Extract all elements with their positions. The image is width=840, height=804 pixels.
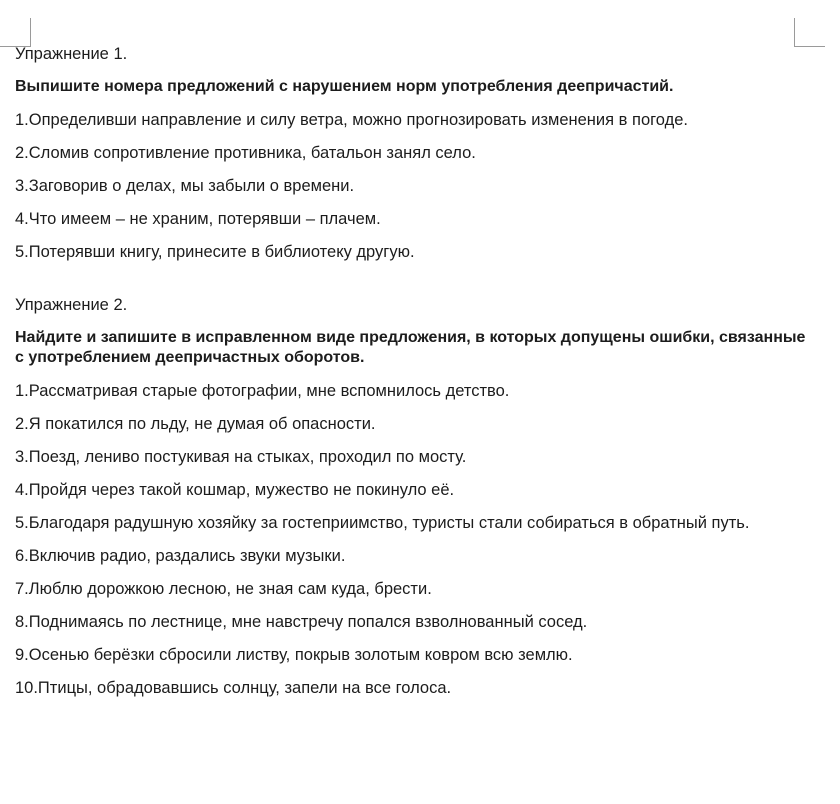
sentence-item: 7.Люблю дорожкою лесною, не зная сам куда, брести.: [15, 580, 432, 598]
sentence-item: 3.Поезд, лениво постукивая на стыках, проходил по мосту.: [15, 448, 467, 466]
sentence-item: 4.Пройдя через такой кошмар, мужество не покинуло её.: [15, 481, 455, 499]
exercise-instruction: Выпишите номера предложений с нарушением норм употребления деепричастий.: [15, 78, 674, 95]
sentence-item: 8.Поднимаясь по лестнице, мне навстречу попался взволнованный сосед.: [15, 613, 588, 631]
sentence-item: 4.Что имеем – не храним, потерявши – плачем.: [15, 210, 381, 228]
page-corner-mark-right: [794, 18, 825, 47]
exercise-title: Упражнение 2.: [15, 296, 128, 314]
sentence-item: 2.Сломив сопротивление противника, батальон занял село.: [15, 144, 476, 162]
sentence-item: 1.Рассматривая старые фотографии, мне вспомнилось детство.: [15, 382, 510, 400]
sentence-list: [15, 110, 815, 262]
exercise-title: Упражнение 1.: [15, 45, 128, 63]
exercise-instruction: Найдите и запишите в исправленном виде предложения, в которых допущены ошибки, связанные с употреблением деепричастных оборотов.: [15, 329, 806, 366]
sentence-item: 1.Определивши направление и силу ветра, можно прогнозировать изменения в погоде.: [15, 111, 688, 129]
sentence-item: 9.Осенью берёзки сбросили листву, покрыв золотым ковром всю землю.: [15, 646, 573, 664]
exercise-2: [15, 295, 815, 698]
document-body: [15, 44, 815, 698]
sentence-item: 5.Потерявши книгу, принесите в библиотеку другую.: [15, 243, 415, 261]
sentence-item: 5.Благодаря радушную хозяйку за гостеприимство, туристы стали собираться в обратный путь.: [15, 514, 750, 532]
exercise-1: [15, 44, 815, 262]
page-corner-mark-left: [0, 18, 31, 47]
sentence-item: 2.Я покатился по льду, не думая об опасности.: [15, 415, 376, 433]
sentence-item: 6.Включив радио, раздались звуки музыки.: [15, 547, 346, 565]
sentence-list: [15, 381, 815, 698]
sentence-item: 10.Птицы, обрадовавшись солнцу, запели на все голоса.: [15, 679, 452, 697]
sentence-item: 3.Заговорив о делах, мы забыли о времени.: [15, 177, 355, 195]
